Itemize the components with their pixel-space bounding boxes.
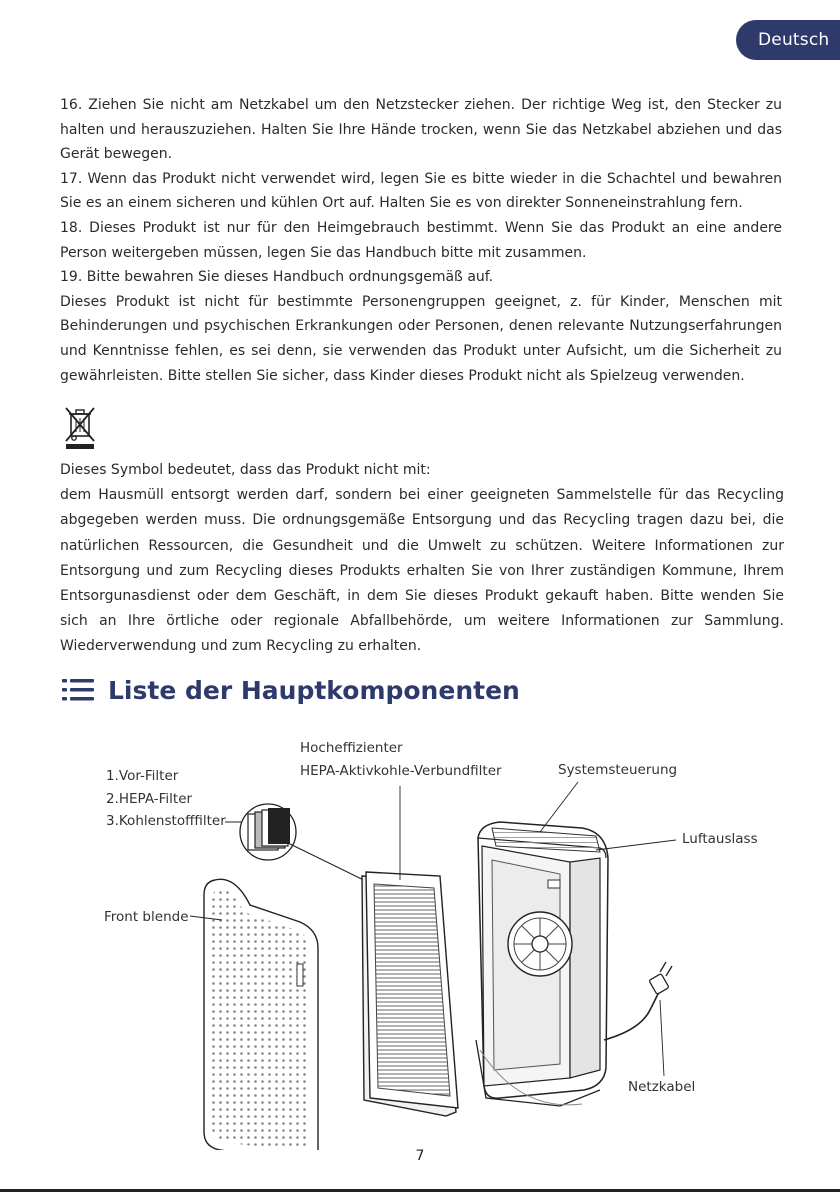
disposal-symbol-meaning: Dieses Symbol bedeutet, dass das Produkt nicht mit:: [60, 462, 431, 478]
filter-layers-label: [106, 765, 226, 833]
hepa-label-line2: HEPA-Aktivkohle-Verbundfilter: [300, 762, 502, 779]
hepa-layer-label: 2.HEPA-Filter: [106, 790, 193, 807]
crossed-out-wheelie-bin-icon: [62, 405, 98, 451]
hepa-filter-label: [300, 737, 502, 782]
usage-restriction-paragraph: Dieses Produkt ist nicht für bestimmte Personengruppen geeignet, z. für Kinder, Menschen mit Behinderungen und psychischen Erkrankungen oder Personen, denen relevante Nutzungserfahrungen und Kenntnisse fehlen, es sei denn, sie verwenden das Produkt unter Aufsicht, um die Sicherheit zu gewährleisten. Bitte stellen Sie sicher, dass Kinder dieses Produkt nicht als Spielzeug verwenden.: [60, 293, 782, 384]
front-panel-label: Front blende: [104, 909, 189, 925]
carbon-filter-label: 3.Kohlenstofffilter: [106, 813, 226, 829]
list-icon: [62, 677, 94, 703]
hepa-filter: [362, 872, 458, 1116]
disposal-information: [60, 458, 784, 660]
system-control-label: Systemsteuerung: [558, 762, 678, 778]
instruction-18: 18. Dieses Produkt ist nur für den Heimgebrauch bestimmt. Wenn Sie das Produkt an eine andere Person weitergeben müssen, legen Sie das Handbuch bitte mit zusammen.: [60, 219, 782, 261]
instruction-16: 16. Ziehen Sie nicht am Netzkabel um den Netzstecker ziehen. Der richtige Weg ist, den Stecker zu halten und herauszuziehen. Halten Sie Ihre Hände trocken, wenn Sie das Netzkabel abziehen und das Gerät bewegen.: [60, 97, 782, 163]
air-purifier-body: [476, 822, 672, 1106]
hepa-label-line1: Hocheffizienter: [300, 740, 403, 756]
instruction-17: 17. Wenn das Produkt nicht verwendet wird, legen Sie es bitte wieder in die Schachtel und bewahren Sie es an einem sicheren und kühlen Ort auf. Halten Sie es von direkter Sonneneinstrahlung fern.: [60, 170, 782, 212]
section-title: Liste der Hauptkomponenten: [108, 675, 520, 705]
power-cord-label: Netzkabel: [628, 1079, 696, 1095]
components-diagram: [0, 730, 840, 1150]
pre-filter-label: 1.Vor-Filter: [106, 768, 179, 784]
instruction-19: 19. Bitte bewahren Sie dieses Handbuch ordnungsgemäß auf.: [60, 269, 494, 286]
page-number: 7: [415, 1148, 425, 1164]
safety-instructions: [60, 93, 782, 388]
filter-layers-detail: [240, 804, 380, 888]
section-heading: [62, 670, 520, 710]
language-tab: Deutsch: [736, 20, 840, 60]
disposal-details: dem Hausmüll entsorgt werden darf, sondern bei einer geeigneten Sammelstelle für das Recycling abgegeben werden muss. Die ordnungsgemäße Entsorgung und das Recycling tragen dazu bei, die natürlichen Ressourcen, die Gesundheit und die Umwelt zu schützen. Weitere Informationen zur Entsorgung und zum Recycling dieses Produkts erhalten Sie von Ihrer zuständigen Kommune, Ihrem Entsorgunasdienst oder dem Geschäft, in dem Sie dieses Produkt gekauft haben. Bitte wenden Sie sich an Ihre örtliche oder regionale Abfallbehörde, um weitere Informationen zur Sammlung. Wiederverwendung und zum Recycling zu erhalten.: [60, 487, 784, 655]
air-outlet-label: Luftauslass: [682, 831, 758, 847]
